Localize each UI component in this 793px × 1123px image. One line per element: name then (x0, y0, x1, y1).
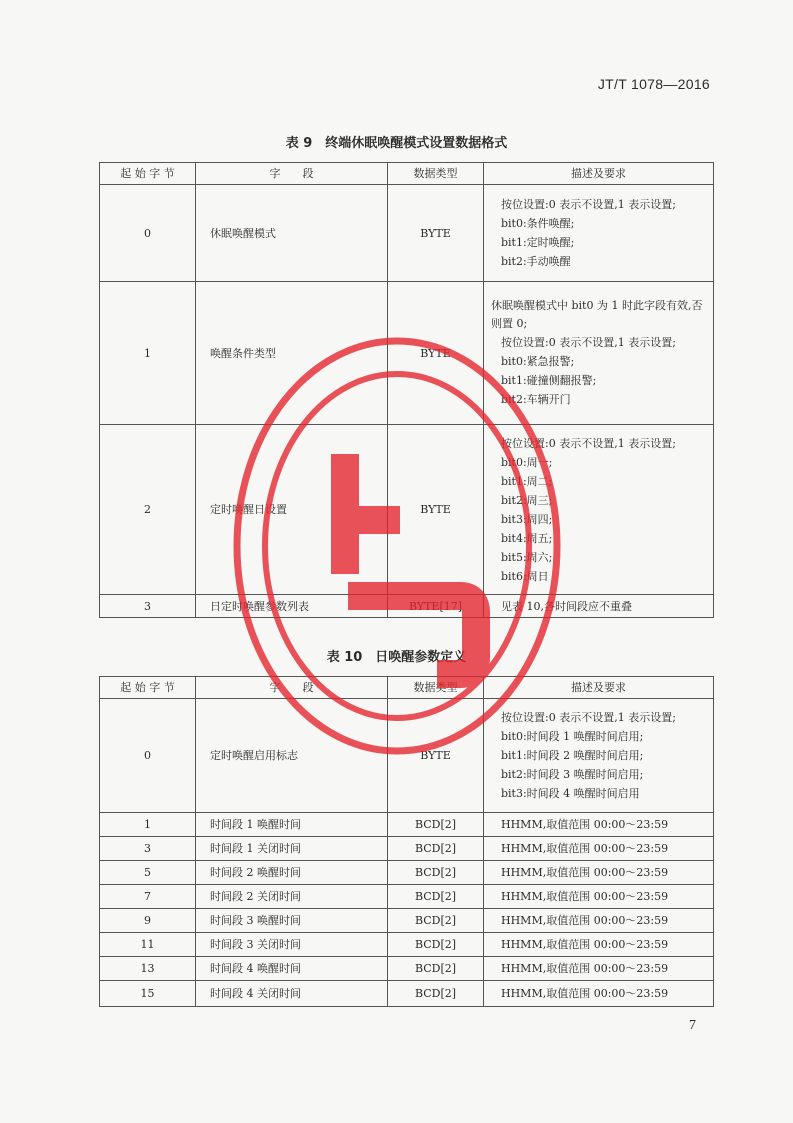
table-row (100, 813, 714, 837)
table10-title: 表 10 日唤醒参数定义 (326, 650, 467, 665)
table-row (100, 909, 714, 933)
desc-line: bit2:车辆开门 (501, 393, 571, 406)
table-row (100, 933, 714, 957)
table9-header-row (100, 163, 714, 185)
desc-line: bit3:时间段 4 唤醒时间启用 (501, 787, 640, 800)
cell-offset: 1 (100, 813, 196, 837)
table-row (100, 861, 714, 885)
cell-offset: 3 (100, 595, 196, 618)
cell-field: 日定时唤醒参数列表 (196, 595, 388, 618)
cell-offset: 2 (100, 425, 196, 595)
table-row (100, 981, 714, 1007)
desc-line: bit2:手动唤醒 (501, 255, 571, 268)
cell-type: BCD[2] (388, 813, 484, 837)
header-field: 字 段 (196, 163, 388, 185)
cell-description: HHMM,取值范围 00:00～23:59 (484, 909, 714, 933)
desc-line: 按位设置:0 表示不设置,1 表示设置; (501, 711, 676, 724)
header-type: 数据类型 (388, 163, 484, 185)
header-description: 描述及要求 (484, 677, 714, 699)
cell-field: 时间段 1 唤醒时间 (196, 813, 388, 837)
cell-field: 时间段 4 唤醒时间 (196, 957, 388, 981)
cell-offset: 5 (100, 861, 196, 885)
cell-type: BYTE (388, 282, 484, 425)
cell-description: HHMM,取值范围 00:00～23:59 (484, 885, 714, 909)
cell-field: 定时唤醒启用标志 (196, 699, 388, 813)
cell-type: BCD[2] (388, 909, 484, 933)
cell-offset: 9 (100, 909, 196, 933)
standard-code: JT/T 1078—2016 (597, 76, 710, 92)
table-row (100, 185, 714, 282)
page-number: 7 (689, 1018, 696, 1033)
cell-offset: 11 (100, 933, 196, 957)
table-row (100, 957, 714, 981)
desc-line: bit4:周五; (501, 531, 553, 545)
desc-line: bit6:周日 (501, 569, 549, 583)
desc-line: bit2:时间段 3 唤醒时间启用; (501, 768, 644, 781)
desc-line: bit0:紧急报警; (501, 355, 575, 368)
table9-title: 表 9 终端休眠唤醒模式设置数据格式 (285, 136, 508, 151)
desc-line: 见表 10,各时间段应不重叠 (501, 599, 632, 613)
table9 (99, 162, 714, 618)
desc-line: bit5:周六; (501, 550, 553, 564)
cell-field: 时间段 4 关闭时间 (196, 981, 388, 1007)
desc-line: bit1:碰撞侧翻报警; (501, 374, 597, 387)
desc-line: bit0:时间段 1 唤醒时间启用; (501, 730, 644, 743)
cell-type: BYTE (388, 425, 484, 595)
cell-description (484, 595, 714, 618)
table-row (100, 425, 714, 595)
desc-line: 休眠唤醒模式中 bit0 为 1 时此字段有效,否则置 0; (491, 299, 703, 330)
cell-field: 时间段 3 关闭时间 (196, 933, 388, 957)
desc-line: bit0:周一; (501, 455, 553, 469)
cell-offset: 15 (100, 981, 196, 1007)
cell-type: BYTE[17] (388, 595, 484, 618)
desc-line: bit0:条件唤醒; (501, 217, 575, 230)
cell-description: HHMM,取值范围 00:00～23:59 (484, 837, 714, 861)
cell-type: BYTE (388, 699, 484, 813)
cell-type: BCD[2] (388, 957, 484, 981)
table-row (100, 282, 714, 425)
desc-line: 按位设置:0 表示不设置,1 表示设置; (501, 198, 676, 211)
table-row (100, 699, 714, 813)
cell-type: BCD[2] (388, 837, 484, 861)
cell-type: BCD[2] (388, 861, 484, 885)
cell-description: HHMM,取值范围 00:00～23:59 (484, 957, 714, 981)
cell-field: 时间段 2 唤醒时间 (196, 861, 388, 885)
desc-line: bit3:周四; (501, 512, 553, 526)
cell-type: BCD[2] (388, 933, 484, 957)
cell-offset: 0 (100, 185, 196, 282)
table-row (100, 837, 714, 861)
table10-header-row (100, 677, 714, 699)
cell-field: 时间段 3 唤醒时间 (196, 909, 388, 933)
cell-offset: 1 (100, 282, 196, 425)
header-offset: 起 始 字 节 (100, 677, 196, 699)
desc-line: bit1:周二; (501, 474, 553, 488)
desc-line: bit1:定时唤醒; (501, 236, 575, 249)
cell-field: 时间段 2 关闭时间 (196, 885, 388, 909)
cell-offset: 7 (100, 885, 196, 909)
desc-line: bit2:周三; (501, 493, 553, 507)
cell-offset: 3 (100, 837, 196, 861)
cell-offset: 13 (100, 957, 196, 981)
cell-field: 唤醒条件类型 (196, 282, 388, 425)
desc-line: bit1:时间段 2 唤醒时间启用; (501, 749, 644, 762)
cell-type: BYTE (388, 185, 484, 282)
cell-type: BCD[2] (388, 885, 484, 909)
cell-description (484, 282, 714, 425)
cell-type: BCD[2] (388, 981, 484, 1007)
cell-description: HHMM,取值范围 00:00～23:59 (484, 861, 714, 885)
desc-line: 按位设置:0 表示不设置,1 表示设置; (501, 436, 676, 450)
table10 (99, 676, 714, 1007)
cell-field: 定时唤醒日设置 (196, 425, 388, 595)
header-description: 描述及要求 (484, 163, 714, 185)
cell-description: HHMM,取值范围 00:00～23:59 (484, 813, 714, 837)
cell-field: 休眠唤醒模式 (196, 185, 388, 282)
cell-field: 时间段 1 关闭时间 (196, 837, 388, 861)
cell-description: HHMM,取值范围 00:00～23:59 (484, 933, 714, 957)
cell-description (484, 425, 714, 595)
header-field: 字 段 (196, 677, 388, 699)
table-row (100, 595, 714, 618)
table-row (100, 885, 714, 909)
cell-description: HHMM,取值范围 00:00～23:59 (484, 981, 714, 1007)
cell-description (484, 185, 714, 282)
header-type: 数据类型 (388, 677, 484, 699)
desc-line: 按位设置:0 表示不设置,1 表示设置; (501, 336, 676, 349)
header-offset: 起 始 字 节 (100, 163, 196, 185)
cell-description (484, 699, 714, 813)
cell-offset: 0 (100, 699, 196, 813)
